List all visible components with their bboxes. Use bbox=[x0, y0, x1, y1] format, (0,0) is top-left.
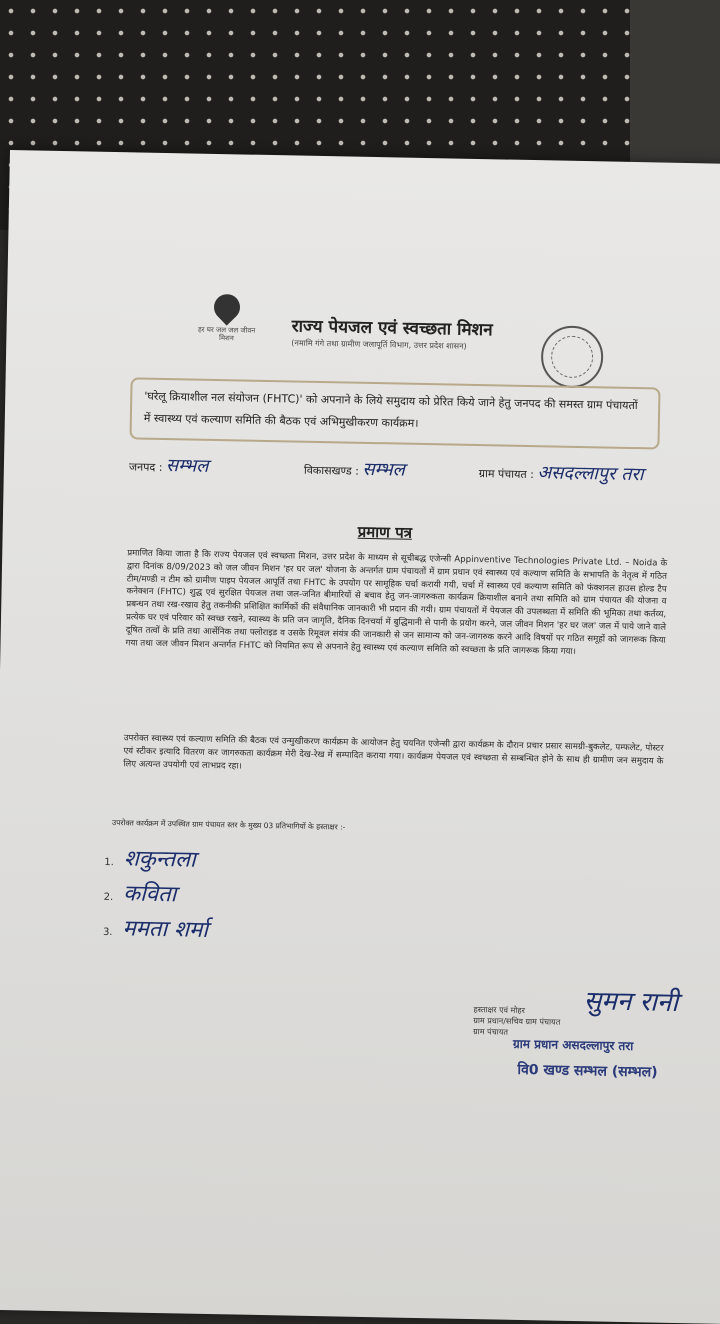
stamp-ink-line-1: ग्राम प्रधान असदल्लापुर तरा bbox=[512, 1036, 634, 1054]
district-value: सम्भल bbox=[165, 455, 209, 477]
program-banner: 'घरेलू क्रियाशील नल संयोजन (FHTC)' को अपनाने के लिये समुदाय को प्रेरित किये जाने हेतु जनपद की समस्त ग्राम पंचायतों में स्वास्थ्य एवं कल्याण समिति की बैठक एवं अभिमुखीकरण कार्यक्रम। bbox=[129, 377, 660, 449]
block-value: सम्भल bbox=[362, 458, 406, 481]
stamp-ink-line-2: वि0 खण्ड सम्भल (सम्भल) bbox=[517, 1061, 658, 1081]
logo-caption: हर घर जल जल जीवन मिशन bbox=[197, 325, 256, 343]
participant-signature-3: 3. ममता शर्मा bbox=[102, 916, 209, 943]
participants-heading: उपरोक्त कार्यक्रम में उपस्थित ग्राम पंचायत स्तर के मुख्य 03 प्रतिभागियों के हस्ताक्षर :- bbox=[112, 818, 346, 832]
certificate-page bbox=[0, 150, 720, 1324]
pradhan-signature: सुमन रानी bbox=[583, 986, 679, 1018]
up-government-seal-icon bbox=[541, 325, 604, 388]
participant-signature-1: 1. शकुन्तला bbox=[104, 846, 196, 873]
gram-panchayat-value: असदल्लापुर तरा bbox=[537, 462, 644, 486]
certificate-title: प्रमाण पत्र bbox=[357, 522, 413, 542]
district-field: जनपद : सम्भल bbox=[128, 455, 209, 477]
block-field: विकासखण्ड : सम्भल bbox=[303, 458, 406, 481]
stamp-caption: हस्ताक्षर एवं मोहर ग्राम प्रधान/सचिव ग्राम पंचायत ग्राम पंचायत bbox=[473, 1005, 561, 1037]
participant-signature-2: 2. कविता bbox=[103, 881, 177, 908]
certificate-body-paragraph-2: उपरोक्त स्वास्थ्य एवं कल्याण समिति की बैठक एवं उन्मुखीकरण कार्यक्रम के आयोजन हेतु चयनित एजेन्सी द्वारा कार्यक्रम के दौरान प्रचार प्रसार सामग्री-बुकलेट, पम्फलेट, पोस्टर एवं स्टीकर इत्यादि वितरण कर जागरुकता कार्यक्रम मेरी देख-रेख में सम्पादित कराया गया। कार्यक्रम पेयजल एवं स्वच्छता से सम्बन्धित होने के साथ ही ग्रामीण जन समुदाय के लिए अत्यन्त उपयोगी एवं लाभप्रद रहा। bbox=[123, 733, 664, 772]
mission-subtitle: (नमामि गंगे तथा ग्रामीण जलापूर्ति विभाग, उत्तर प्रदेश शासन) bbox=[291, 338, 467, 351]
jal-jeevan-mission-logo bbox=[196, 294, 257, 365]
gram-panchayat-field: ग्राम पंचायत : असदल्लापुर तरा bbox=[478, 462, 644, 486]
mission-title: राज्य पेयजल एवं स्वच्छता मिशन bbox=[291, 316, 493, 341]
water-drop-icon bbox=[209, 289, 246, 326]
certificate-body-paragraph-1: प्रमाणित किया जाता है कि राज्य पेयजल एवं स्वच्छता मिशन, उत्तर प्रदेश के माध्यम से सूचीबद्ध एजेन्सी Appinventive Technologies Private Ltd. – Noida के द्वारा दिनांक 8/09/2023 को जल जीवन मिशन 'हर घर जल' योजना के अन्तर्गत ग्राम पंचायतों में ग्राम प्रधान एवं स्वास्थ्य एवं कल्याण समिति के सभापति के नेतृत्व में गठित टीम/मण्डी न टीम को ग्रामीण पाइप पेयजल आपूर्ति तथा FHTC के उपयोग पर सामूहिक चर्चा करायी गयी, चर्चा में स्वास्थ्य एवं कल्याण समिति को फंक्शनल हाउस होल्ड टैप कनेक्शन (FHTC) शुद्ध एवं सुरक्षित पेयजल तथा जल-जनित बीमारियों से बचाव हेतु जन-जागरुकता कार्यक्रम क्रियाशील बनाने तथा समिति को ग्राम पंचायत की योजना व प्रबन्धन तथा रख-रखाव हेतु तकनीकी प्रशिक्षित कार्मिकों की संवैधानिक जानकारी भी प्रदान की गयी। ग्राम पंचायतों में पेयजल की उपलब्धता में समिति की भूमिका तथा कर्तव्य, प्रत्येक घर एवं परिवार को स्वच्छ रखने, स्वास्थ्य के प्रति जन जागृति, दैनिक दिनचर्या में बुद्धिमानी से पानी के प्रयोग करने, जल जीवन मिशन 'हर घर जल' जल में पाये जाने वाले दूषित तत्वों के प्रति तथा आर्सेनिक तथा फ्लोराइड व उसके रिमूवल संयंत्र की जानकारी से जन सामान्य को जन-जागरुक करने आदि विषयों पर गठित समूहों को जागरूक किया गया तथा जल जीवन मिशन अन्तर्गत FHTC को नियमित रूप से अपनाने हेतु स्वास्थ्य एवं कल्याण समिति को स्वच्छता के प्रति जागरूक किया गया। bbox=[125, 548, 668, 657]
